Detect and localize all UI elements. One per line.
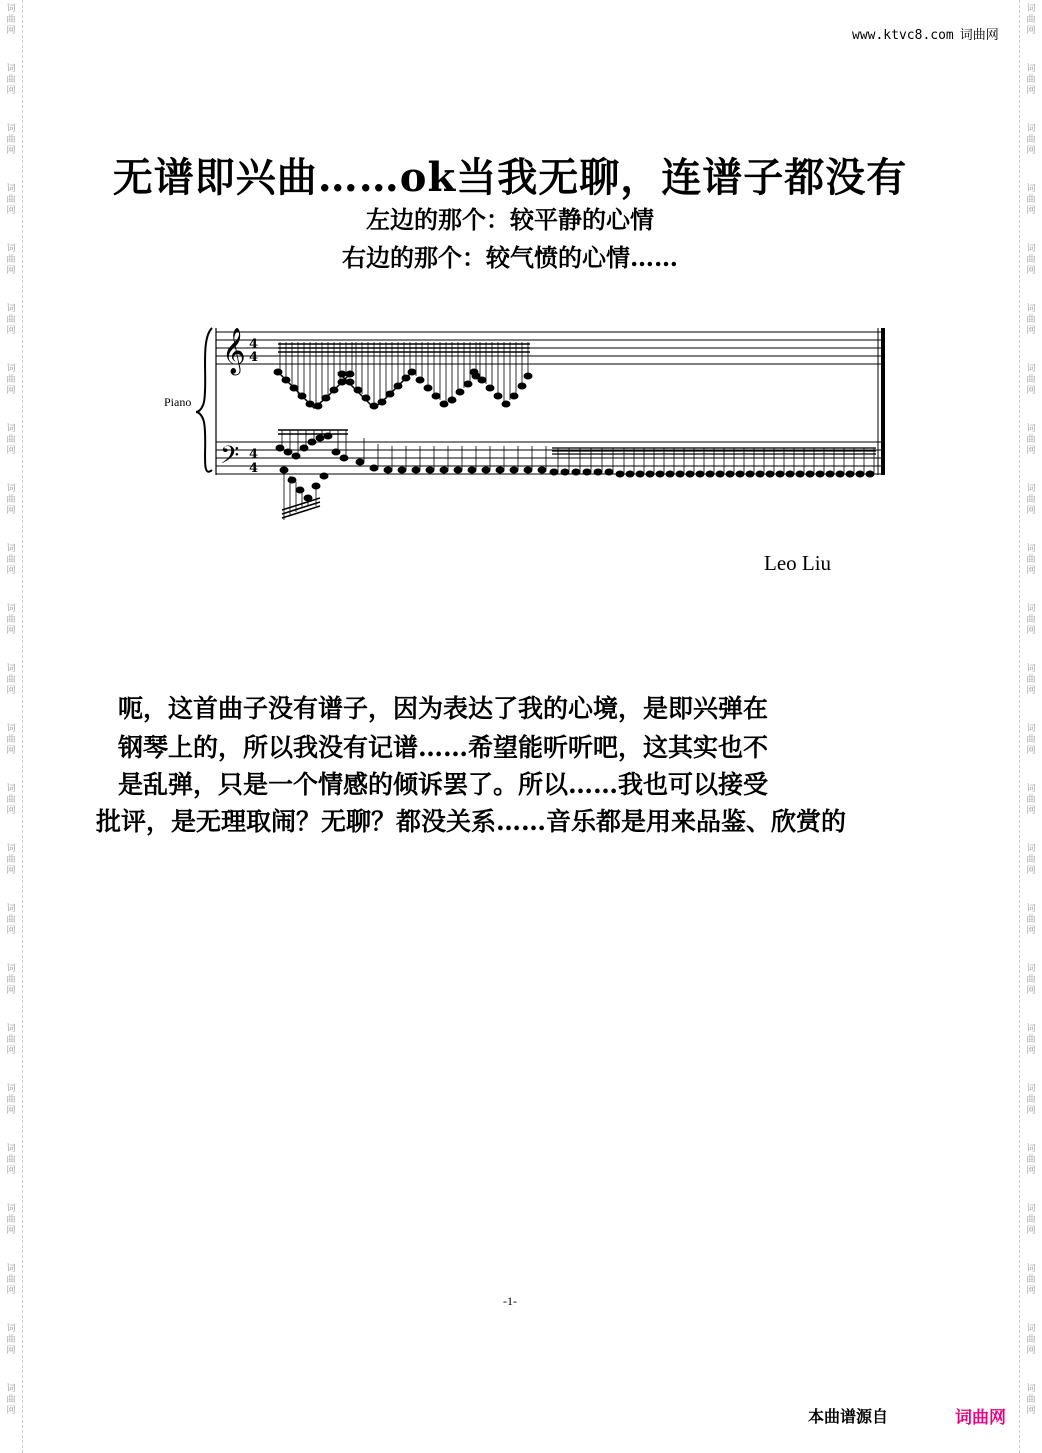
music-score xyxy=(160,320,900,530)
subtitle-right-mood: 右边的那个：较气愤的心情…… xyxy=(342,243,678,272)
watermark-mark: 词 曲 网 xyxy=(1026,364,1036,396)
watermark-mark: 词 曲 网 xyxy=(1026,124,1036,156)
watermark-mark: 词 曲 网 xyxy=(6,1024,16,1056)
watermark-mark: 词 曲 网 xyxy=(6,244,16,276)
treble-note-clusters xyxy=(274,342,532,409)
site-header[interactable] xyxy=(852,24,999,43)
watermark-mark: 词 曲 网 xyxy=(1026,1084,1036,1116)
watermark-mark: 词 曲 网 xyxy=(1026,1204,1036,1236)
bass-staff xyxy=(216,442,885,474)
composer-name: Leo Liu xyxy=(764,551,832,575)
bass-clef-icon: 𝄢 xyxy=(220,441,240,476)
bass-time-bottom: 4 xyxy=(249,461,259,476)
footer-site-link[interactable]: 词曲网 xyxy=(955,1408,1006,1428)
watermark-mark: 词 曲 网 xyxy=(1026,4,1036,36)
watermark-mark: 词 曲 网 xyxy=(6,1264,16,1296)
watermark-mark: 词 曲 网 xyxy=(6,184,16,216)
site-name[interactable]: 词曲网 xyxy=(959,28,999,43)
watermark-mark: 词 曲 网 xyxy=(6,904,16,936)
instrument-label: Piano xyxy=(164,395,192,409)
bass-time-top: 4 xyxy=(249,447,259,462)
watermark-mark: 词 曲 网 xyxy=(6,724,16,756)
watermark-mark: 词 曲 网 xyxy=(1026,664,1036,696)
watermark-mark: 词 曲 网 xyxy=(1026,784,1036,816)
watermark-mark: 词 曲 网 xyxy=(6,4,16,36)
left-watermark-strip xyxy=(0,0,23,1453)
watermark-mark: 词 曲 网 xyxy=(1026,964,1036,996)
paragraph-line-4: 批评，是无理取闹？无聊？都没关系……音乐都是用来品鉴、欣赏的 xyxy=(96,807,847,836)
watermark-mark: 词 曲 网 xyxy=(1026,1264,1036,1296)
watermark-mark: 词 曲 网 xyxy=(6,424,16,456)
grand-staff-brace xyxy=(196,328,212,472)
watermark-mark: 词 曲 网 xyxy=(6,484,16,516)
watermark-mark: 词 曲 网 xyxy=(6,604,16,636)
watermark-mark: 词 曲 网 xyxy=(1026,424,1036,456)
watermark-mark: 词 曲 网 xyxy=(6,124,16,156)
watermark-mark: 词 曲 网 xyxy=(6,664,16,696)
watermark-mark: 词 曲 网 xyxy=(6,544,16,576)
watermark-mark: 词 曲 网 xyxy=(1026,844,1036,876)
watermark-mark: 词 曲 网 xyxy=(1026,904,1036,936)
watermark-mark: 词 曲 网 xyxy=(6,964,16,996)
watermark-mark: 词 曲 网 xyxy=(6,784,16,816)
watermark-mark: 词 曲 网 xyxy=(1026,724,1036,756)
treble-time-bottom: 4 xyxy=(249,350,259,365)
treble-cluster-3 xyxy=(408,342,480,407)
watermark-mark: 词 曲 网 xyxy=(6,1324,16,1356)
page-number: -1- xyxy=(503,1294,517,1308)
watermark-mark: 词 曲 网 xyxy=(6,1204,16,1236)
watermark-mark: 词 曲 网 xyxy=(1026,1384,1036,1416)
watermark-mark: 词 曲 网 xyxy=(6,1144,16,1176)
watermark-mark: 词 曲 网 xyxy=(1026,244,1036,276)
watermark-mark: 词 曲 网 xyxy=(6,1084,16,1116)
footer-source-label: 本曲谱源自 xyxy=(808,1407,889,1426)
watermark-mark: 词 曲 网 xyxy=(6,1384,16,1416)
subtitle-left-mood: 左边的那个：较平静的心情 xyxy=(366,205,654,234)
site-url[interactable]: www.ktvc8.com xyxy=(852,28,954,43)
watermark-mark: 词 曲 网 xyxy=(1026,304,1036,336)
watermark-mark: 词 曲 网 xyxy=(6,64,16,96)
paragraph-line-1: 呃，这首曲子没有谱子，因为表达了我的心境，是即兴弹在 xyxy=(118,694,769,723)
bass-opening-cluster xyxy=(276,430,348,520)
watermark-mark: 词 曲 网 xyxy=(1026,544,1036,576)
treble-clef-icon: 𝄞 xyxy=(222,328,246,374)
treble-time-top: 4 xyxy=(249,337,259,352)
watermark-mark: 词 曲 网 xyxy=(6,304,16,336)
watermark-mark: 词 曲 网 xyxy=(6,844,16,876)
watermark-mark: 词 曲 网 xyxy=(1026,1324,1036,1356)
watermark-mark: 词 曲 网 xyxy=(1026,484,1036,516)
watermark-mark: 词 曲 网 xyxy=(1026,184,1036,216)
watermark-mark: 词 曲 网 xyxy=(1026,604,1036,636)
paragraph-line-2: 钢琴上的，所以我没有记谱……希望能听听吧，这其实也不 xyxy=(118,733,769,762)
right-watermark-strip xyxy=(1019,0,1042,1453)
watermark-mark: 词 曲 网 xyxy=(1026,64,1036,96)
page-title: 无谱即兴曲……ok当我无聊，连谱子都没有 xyxy=(112,154,908,201)
watermark-mark: 词 曲 网 xyxy=(6,364,16,396)
watermark-mark: 词 曲 网 xyxy=(1026,1024,1036,1056)
paragraph-line-3: 是乱弹，只是一个情感的倾诉罢了。所以……我也可以接受 xyxy=(118,770,769,799)
watermark-mark: 词 曲 网 xyxy=(1026,1144,1036,1176)
